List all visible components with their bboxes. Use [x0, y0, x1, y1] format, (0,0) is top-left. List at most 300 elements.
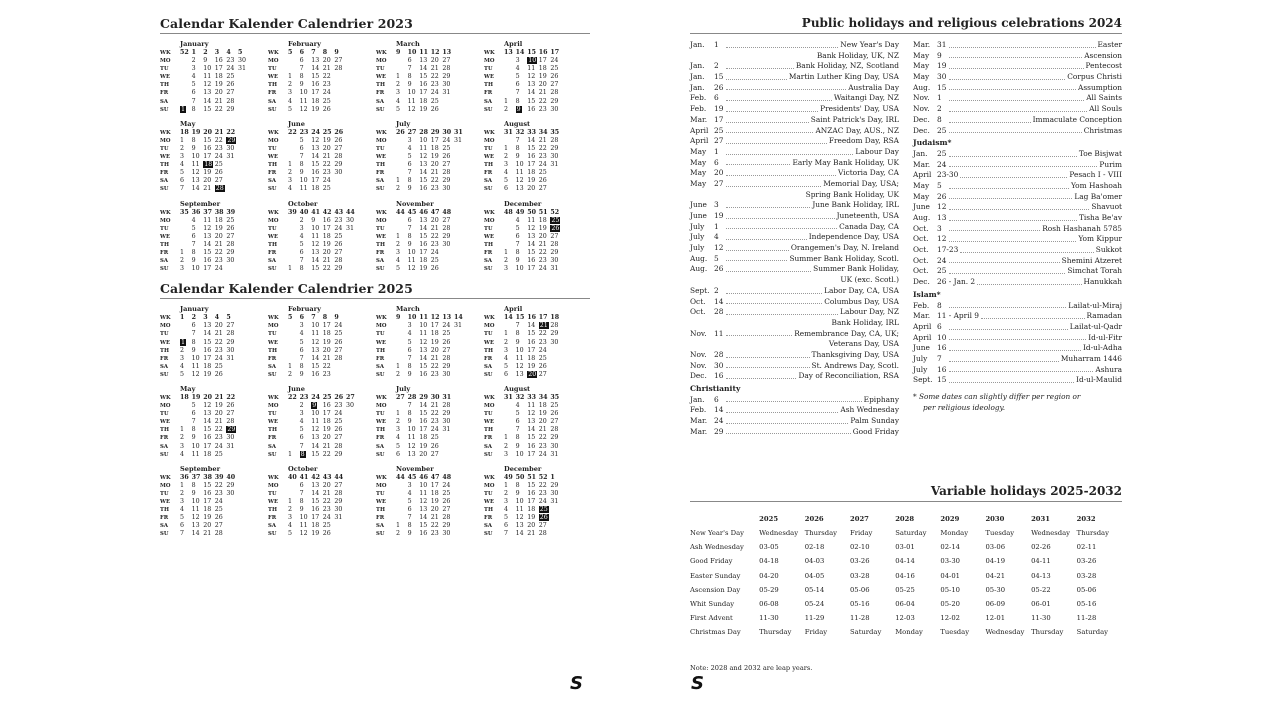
day-cell: 6	[504, 370, 509, 378]
holiday-date: 02-14	[940, 543, 960, 552]
day-cell: 17	[311, 89, 320, 97]
variable-holidays-title: Variable holidays 2025-2032	[690, 484, 1122, 502]
week-number: 5	[288, 314, 293, 322]
week-number: 36	[180, 473, 189, 481]
day-cell	[346, 265, 358, 273]
day-cell: 1	[504, 434, 509, 442]
week-number: 45	[407, 208, 417, 216]
day-cell: 5	[504, 514, 509, 522]
holiday-date: 03-30	[940, 557, 960, 566]
calendar-2025-title: Calendar Kalender Calendrier 2025	[160, 281, 590, 299]
day-cell: 10	[419, 322, 428, 330]
day-cell: 9	[299, 370, 304, 378]
holiday-label: Ascension Day	[690, 585, 741, 594]
holiday-date: 04-16	[895, 571, 915, 580]
day-cell: 5	[288, 105, 293, 113]
day-cell: 27	[538, 185, 547, 193]
day-cell	[288, 153, 300, 161]
day-cell: 22	[214, 248, 223, 256]
day-cell: 18	[322, 232, 331, 240]
day-cell: 20	[430, 216, 439, 224]
week-number: 51	[538, 208, 548, 216]
day-cell: 21	[430, 514, 439, 522]
week-number: 28	[407, 394, 417, 401]
day-cell: 9	[516, 105, 521, 113]
day-cell: 18	[538, 65, 547, 73]
day-cell: 10	[407, 89, 416, 97]
day-cell: 12	[203, 402, 212, 410]
day-cell: 3	[191, 65, 196, 73]
holiday-row: Aug. 15 Assumption	[913, 82, 1122, 92]
holiday-row: Jan. 6 Epiphany	[690, 394, 899, 404]
day-cell	[550, 347, 562, 355]
day-cell: 14	[527, 240, 536, 248]
holiday-row: Jan. 25 Toe Bisjwat	[913, 148, 1122, 158]
day-cell: 28	[442, 514, 451, 522]
day-cell: 1	[396, 177, 401, 185]
day-cell	[504, 57, 516, 65]
day-cell: 21	[203, 530, 212, 538]
day-cell: 19	[527, 514, 536, 522]
week-number: 22	[288, 394, 297, 401]
holiday-date: 02-10	[849, 543, 870, 552]
week-number: 40	[226, 473, 236, 481]
day-label: SA	[160, 178, 168, 185]
day-cell: 11	[299, 97, 308, 105]
day-cell: 7	[191, 418, 196, 426]
day-cell: 28	[538, 530, 547, 538]
day-cell: 5	[191, 81, 196, 89]
day-cell: 15	[311, 161, 320, 169]
week-number: 48	[504, 208, 513, 216]
day-cell: 21	[430, 65, 439, 73]
day-cell: 1	[180, 248, 185, 256]
day-label: SA	[268, 178, 276, 185]
day-cell: 9	[191, 434, 196, 442]
day-cell: 4	[515, 216, 520, 224]
day-label: SU	[160, 106, 169, 113]
day-cell: 12	[527, 410, 536, 418]
week-number: 4	[226, 49, 231, 56]
day-cell: 15	[419, 410, 428, 418]
week-label: WK	[376, 209, 387, 216]
holiday-row: Aug. 5 Summer Bank Holiday, Scotl.	[690, 253, 899, 263]
week-number: 2	[203, 49, 208, 56]
day-cell: 7	[299, 257, 304, 265]
day-cell: 18	[538, 216, 547, 224]
holiday-row: Mar. 24 Palm Sunday	[690, 416, 899, 426]
day-cell: 14	[419, 402, 428, 410]
holiday-label: First Advent	[690, 614, 733, 623]
holidays-column-2	[913, 40, 1122, 437]
month-name: January	[180, 40, 209, 48]
day-cell: 29	[226, 338, 235, 346]
week-label: WK	[268, 315, 279, 322]
day-cell: 4	[191, 216, 196, 224]
day-cell: 26	[538, 177, 547, 185]
variable-holiday-row	[690, 540, 1122, 554]
day-cell	[180, 410, 192, 418]
day-cell: 18	[214, 216, 223, 224]
day-cell: 10	[407, 426, 416, 434]
day-cell: 11	[191, 450, 200, 458]
day-cell	[180, 330, 192, 338]
day-cell: 8	[299, 265, 304, 273]
day-label: MO	[268, 58, 279, 65]
day-cell: 26	[550, 410, 559, 418]
day-cell	[288, 490, 300, 498]
day-cell: 30	[442, 240, 451, 248]
day-label: SU	[268, 266, 277, 273]
day-cell: 2	[396, 370, 401, 378]
day-cell: 1	[504, 330, 509, 338]
day-cell: 31	[334, 514, 343, 522]
day-label: TH	[376, 162, 385, 169]
holiday-date: Wednesday	[759, 529, 799, 538]
day-cell: 29	[334, 498, 343, 506]
day-cell	[288, 225, 300, 233]
month-block	[268, 40, 374, 114]
day-cell: 25	[214, 450, 223, 458]
day-cell: 10	[528, 57, 537, 65]
day-cell	[504, 410, 516, 418]
day-cell: 4	[515, 65, 520, 73]
day-cell: 11	[191, 506, 200, 514]
day-cell: 16	[419, 370, 428, 378]
day-cell: 3	[515, 57, 520, 65]
day-cell	[288, 402, 300, 410]
day-cell: 25	[226, 73, 235, 81]
week-label: WK	[376, 315, 387, 322]
day-cell	[226, 522, 238, 530]
day-cell: 13	[191, 522, 200, 530]
holiday-row: May 27 Memorial Day, USA;	[690, 178, 899, 188]
day-label: SU	[484, 186, 493, 193]
holiday-row: Mar. 24 Purim	[913, 159, 1122, 169]
week-number: 32	[515, 128, 525, 136]
day-cell: 24	[538, 450, 547, 458]
day-label: FR	[268, 249, 277, 256]
week-number: 18	[180, 394, 189, 401]
day-cell: 23	[538, 105, 547, 113]
day-label: SU	[376, 531, 385, 538]
day-cell: 20	[214, 89, 223, 97]
day-label: SA	[376, 523, 384, 530]
day-cell: 27	[430, 450, 439, 458]
day-cell: 26	[334, 136, 343, 144]
day-cell: 3	[299, 322, 304, 330]
day-cell: 3	[180, 354, 185, 362]
day-cell: 1	[288, 498, 293, 506]
holiday-row: Jan. 26 Australia Day	[690, 82, 899, 92]
day-cell	[334, 106, 346, 114]
year-header: 2031	[1031, 515, 1050, 523]
day-cell: 13	[419, 57, 428, 65]
day-cell: 16	[203, 257, 212, 265]
day-cell: 10	[191, 265, 200, 273]
day-cell: 4	[299, 330, 304, 338]
day-cell: 30	[334, 506, 343, 514]
week-label: WK	[160, 474, 171, 481]
day-cell: 26	[334, 426, 343, 434]
day-cell: 29	[550, 330, 559, 338]
day-label: SU	[376, 106, 385, 113]
day-cell: 13	[203, 322, 212, 330]
day-label: TU	[160, 145, 169, 152]
day-label: MO	[268, 323, 279, 330]
day-cell: 6	[515, 81, 520, 89]
week-number: 45	[407, 473, 417, 481]
day-cell: 3	[180, 442, 185, 450]
week-number: 38	[203, 473, 212, 481]
day-cell: 24	[334, 322, 343, 330]
day-cell: 13	[527, 81, 536, 89]
day-cell	[334, 89, 346, 97]
day-cell: 11	[527, 402, 536, 410]
holiday-date: 05-24	[804, 600, 825, 609]
day-label: TH	[268, 427, 277, 434]
day-cell: 24	[442, 481, 451, 489]
holiday-row: Sept. 2 Labor Day, CA, USA	[690, 285, 899, 295]
day-cell: 24	[442, 322, 451, 330]
day-label: FR	[268, 355, 277, 362]
variable-holiday-row	[690, 625, 1122, 639]
day-cell	[442, 443, 454, 451]
day-cell: 21	[527, 530, 536, 538]
month-name: August	[504, 385, 531, 393]
day-cell	[454, 339, 466, 347]
day-label: TH	[268, 162, 277, 169]
week-number: 40	[288, 473, 297, 481]
day-cell: 20	[527, 185, 536, 193]
day-cell: 4	[504, 169, 509, 177]
day-cell: 19	[527, 362, 536, 370]
day-cell: 18	[322, 418, 331, 426]
day-cell: 26	[226, 224, 235, 232]
day-cell: 16	[203, 489, 212, 497]
day-label: TH	[484, 82, 493, 89]
day-cell: 14	[203, 330, 212, 338]
week-number: 50	[515, 473, 525, 481]
day-cell: 21	[538, 426, 547, 434]
day-label: FR	[160, 90, 169, 97]
day-cell: 30	[345, 216, 354, 224]
year-header: 2032	[1076, 515, 1096, 523]
variable-holiday-row	[690, 526, 1122, 540]
week-number: 24	[311, 128, 320, 136]
day-cell: 9	[515, 442, 520, 450]
day-cell: 5	[191, 224, 196, 232]
holiday-date: 02-11	[1076, 543, 1097, 552]
holiday-row: May 20 Victoria Day, CA	[690, 168, 899, 178]
week-label: WK	[484, 474, 495, 481]
day-cell: 1	[180, 481, 185, 489]
day-cell	[504, 402, 516, 410]
day-cell: 13	[407, 450, 416, 458]
holiday-row: July 16 Ashura	[913, 364, 1122, 374]
day-label: WE	[376, 233, 386, 240]
day-label: TU	[160, 490, 169, 497]
day-cell: 7	[191, 240, 196, 248]
day-cell: 16	[322, 402, 331, 410]
day-cell: 30	[334, 169, 343, 177]
day-cell	[396, 153, 408, 161]
day-cell: 14	[419, 354, 428, 362]
holiday-date: Saturday	[1076, 628, 1108, 637]
day-cell: 16	[419, 81, 428, 89]
day-cell	[442, 98, 454, 106]
week-number: 50	[527, 208, 536, 216]
day-cell	[454, 177, 466, 185]
day-cell: 18	[538, 402, 547, 410]
day-cell: 23	[430, 530, 439, 538]
day-cell: 4	[396, 257, 401, 265]
day-cell: 21	[322, 489, 331, 497]
month-block	[160, 40, 266, 114]
day-cell: 27	[226, 232, 235, 240]
leap-year-note: Note: 2028 and 2032 are leap years.	[690, 664, 813, 672]
day-cell: 5	[180, 514, 185, 522]
day-cell	[454, 161, 466, 169]
holiday-date: 03-05	[759, 543, 779, 552]
day-cell: 8	[407, 232, 412, 240]
week-label: WK	[376, 474, 387, 481]
week-number: 14	[453, 314, 463, 322]
day-cell: 31	[550, 161, 559, 169]
day-cell: 12	[191, 514, 200, 522]
holiday-date: Monday	[895, 628, 923, 637]
day-cell	[550, 514, 562, 522]
holiday-date: 05-06	[1076, 585, 1097, 594]
day-label: TH	[268, 82, 277, 89]
day-label: SU	[268, 531, 277, 538]
day-cell	[454, 355, 466, 363]
day-cell	[180, 98, 192, 106]
day-cell	[180, 89, 192, 97]
day-cell: 21	[538, 240, 547, 248]
day-cell: 3	[288, 514, 293, 522]
day-cell: 4	[288, 185, 293, 193]
week-number: 12	[430, 314, 440, 322]
day-cell: 16	[527, 257, 536, 265]
holiday-row: Aug. 26 Summer Bank Holiday,	[690, 264, 899, 274]
day-label: SU	[376, 371, 385, 378]
day-cell: 11	[515, 354, 524, 362]
holiday-label: Christmas Day	[690, 628, 741, 637]
day-cell: 2	[396, 240, 401, 248]
week-number: 49	[515, 208, 525, 216]
week-number: 9	[334, 314, 339, 322]
day-cell: 1	[396, 522, 401, 530]
day-cell: 8	[407, 522, 412, 530]
week-number: 47	[430, 473, 440, 481]
year-header: 2027	[849, 515, 869, 523]
day-cell: 10	[191, 354, 200, 362]
day-cell: 5	[180, 370, 185, 378]
day-cell: 27	[226, 322, 235, 330]
month-block	[376, 305, 482, 379]
holiday-row: Oct. 24 Shemini Atzeret	[913, 255, 1122, 265]
day-cell: 29	[226, 481, 235, 489]
day-label: TH	[376, 427, 385, 434]
month-block	[484, 305, 590, 379]
holiday-row: July 12 Orangemen's Day, N. Ireland	[690, 243, 899, 253]
holiday-date: 11-29	[804, 614, 825, 623]
day-cell: 1	[181, 105, 186, 113]
day-cell: 2	[504, 105, 509, 113]
day-cell	[442, 265, 454, 273]
day-label: FR	[160, 435, 169, 442]
day-cell: 17	[203, 498, 212, 506]
day-label: SA	[268, 523, 276, 530]
day-cell	[504, 322, 516, 330]
day-cell: 1	[288, 73, 293, 81]
day-cell: 26	[442, 153, 451, 161]
day-cell: 3	[407, 322, 412, 330]
week-label: WK	[376, 395, 387, 401]
day-cell: 10	[311, 322, 320, 330]
day-cell: 12	[299, 530, 308, 538]
holiday-row: June 12 Shavuot	[913, 202, 1122, 212]
day-cell: 7	[299, 489, 304, 497]
day-cell	[396, 217, 408, 225]
day-cell: 15	[203, 426, 212, 434]
day-label: FR	[268, 515, 277, 522]
day-cell: 15	[527, 434, 536, 442]
day-cell: 19	[527, 177, 536, 185]
day-cell: 15	[527, 481, 536, 489]
christianity-heading: Christianity	[690, 384, 741, 393]
day-cell: 5	[515, 410, 520, 418]
day-cell: 22	[214, 338, 223, 346]
day-cell: 14	[203, 418, 212, 426]
day-cell: 19	[430, 153, 439, 161]
day-label: TH	[376, 241, 385, 248]
day-cell: 21	[322, 257, 331, 265]
day-label: SU	[160, 266, 169, 273]
day-cell	[288, 355, 300, 363]
day-cell: 22	[214, 426, 223, 434]
year-header: 2026	[804, 515, 824, 523]
week-number: 46	[419, 208, 428, 216]
day-cell: 9	[515, 257, 520, 265]
day-cell: 14	[203, 97, 212, 105]
day-label: MO	[376, 58, 387, 65]
holiday-date: 03-28	[1076, 571, 1097, 580]
day-cell: 17	[527, 346, 536, 354]
holiday-row: Dec. 8 Immaculate Conception	[913, 114, 1122, 124]
day-cell: 26	[430, 105, 439, 113]
week-number: 42	[311, 473, 320, 481]
week-number: 7	[311, 49, 316, 56]
day-cell: 1	[180, 426, 185, 434]
day-cell: 2	[180, 434, 185, 442]
day-cell: 27	[538, 370, 547, 378]
brand-logo-right: S	[691, 673, 704, 694]
day-cell: 8	[299, 498, 304, 506]
day-cell: 6	[407, 161, 412, 169]
holiday-row: May 6 Early May Bank Holiday, UK	[690, 157, 899, 167]
day-cell: 17	[203, 153, 212, 161]
holiday-date: 12-03	[895, 614, 915, 623]
day-cell	[504, 418, 516, 426]
day-cell	[504, 225, 516, 233]
day-cell: 8	[191, 338, 196, 346]
week-number: 11	[419, 314, 428, 322]
day-cell: 14	[311, 257, 320, 265]
day-cell: 13	[311, 248, 320, 256]
day-cell: 22	[322, 498, 331, 506]
